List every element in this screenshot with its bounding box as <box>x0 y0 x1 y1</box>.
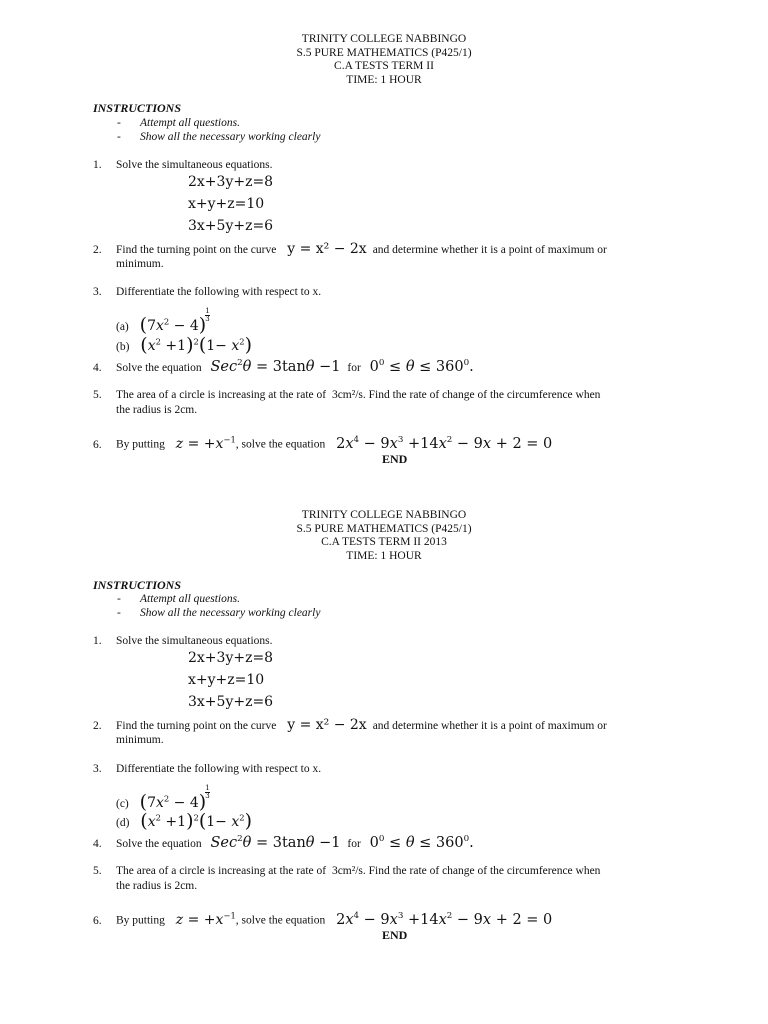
equation-1: 2x+3y+z=8 <box>188 650 274 666</box>
equation-1: 2x+3y+z=8 <box>188 174 274 190</box>
curve-equation: y = x² − 2x <box>287 717 367 733</box>
end-marker: END <box>382 452 408 466</box>
question-6: 6. By putting $z = +x^{-1}$, solve the equation $2x^4 - 9x^3 +14x^2 - 9x + 2 = 0$ <box>93 910 553 928</box>
question-5: 5. The area of a circle is increasing at the rate of 3cm²/s. Find the rate of change of the circumference when <box>93 389 601 401</box>
exam-header <box>0 33 768 87</box>
end-marker: END <box>382 928 408 942</box>
question-5: 5. The area of a circle is increasing at the rate of 3cm²/s. Find the rate of change of the circumference when <box>93 865 601 877</box>
question-3: 3. Differentiate the following with respect to x. <box>93 763 322 775</box>
equation-2: x+y+z=10 <box>188 672 265 688</box>
question-3b: (b) $(x^2 +1)^2(1- x^2)$ <box>116 334 253 356</box>
question-2: 2. Find the turning point on the curve y = x² − 2x and determine whether it is a point of maximum or <box>93 717 607 733</box>
equation-3: 3x+5y+z=6 <box>188 218 274 234</box>
question-3a: (a) $(7x^2 - 4)$ $\frac{1}{3}$ <box>116 307 210 336</box>
question-4: 4. Solve the equation Sec$^2$θ = 3tanθ −1 for $0^0 \le \theta \le 360^0$. <box>93 834 474 851</box>
school-name: TRINITY COLLEGE NABBINGO <box>301 509 467 521</box>
instructions-title: INSTRUCTIONS <box>93 578 182 592</box>
question-1: 1. Solve the simultaneous equations. <box>93 159 273 171</box>
test-title: C.A TESTS TERM II <box>334 60 434 72</box>
question-2-continued: minimum. <box>116 258 164 270</box>
exam-header <box>0 509 768 563</box>
question-5-continued: the radius is 2cm. <box>116 404 198 416</box>
question-2: 2. Find the turning point on the curve y = x² − 2x and determine whether it is a point of maximum or <box>93 241 607 257</box>
question-2-continued: minimum. <box>116 734 164 746</box>
question-5-continued: the radius is 2cm. <box>116 880 198 892</box>
time-allowed: TIME: 1 HOUR <box>346 549 422 562</box>
question-6: 6. By putting $z = +x^{-1}$, solve the equation $2x^4 - 9x^3 +14x^2 - 9x + 2 = 0$ <box>93 434 553 452</box>
paper-title: S.5 PURE MATHEMATICS (P425/1) <box>296 522 472 535</box>
question-1: 1. Solve the simultaneous equations. <box>93 635 273 647</box>
instructions-title: INSTRUCTIONS <box>93 101 182 115</box>
question-3: 3. Differentiate the following with respect to x. <box>93 286 322 298</box>
test-title: C.A TESTS TERM II 2013 <box>321 536 447 548</box>
paper-title: S.5 PURE MATHEMATICS (P425/1) <box>296 46 472 59</box>
equation-2: x+y+z=10 <box>188 196 265 212</box>
question-4: 4. Solve the equation Sec$^2$θ = 3tanθ −1 for $0^0 \le \theta \le 360^0$. <box>93 358 474 375</box>
instruction-item: - Show all the necessary working clearly <box>117 607 321 619</box>
question-3d: (d) $(x^2 +1)^2(1- x^2)$ <box>116 810 253 832</box>
time-allowed: TIME: 1 HOUR <box>346 73 422 86</box>
school-name: TRINITY COLLEGE NABBINGO <box>301 33 467 45</box>
curve-equation: y = x² − 2x <box>287 241 367 257</box>
instruction-item: - Attempt all questions. <box>117 117 240 129</box>
instruction-item: - Attempt all questions. <box>117 593 240 605</box>
question-3c: (c) $(7x^2 - 4)$ $\frac{1}{3}$ <box>116 784 210 813</box>
equation-3: 3x+5y+z=6 <box>188 694 274 710</box>
instruction-item: - Show all the necessary working clearly <box>117 131 321 143</box>
